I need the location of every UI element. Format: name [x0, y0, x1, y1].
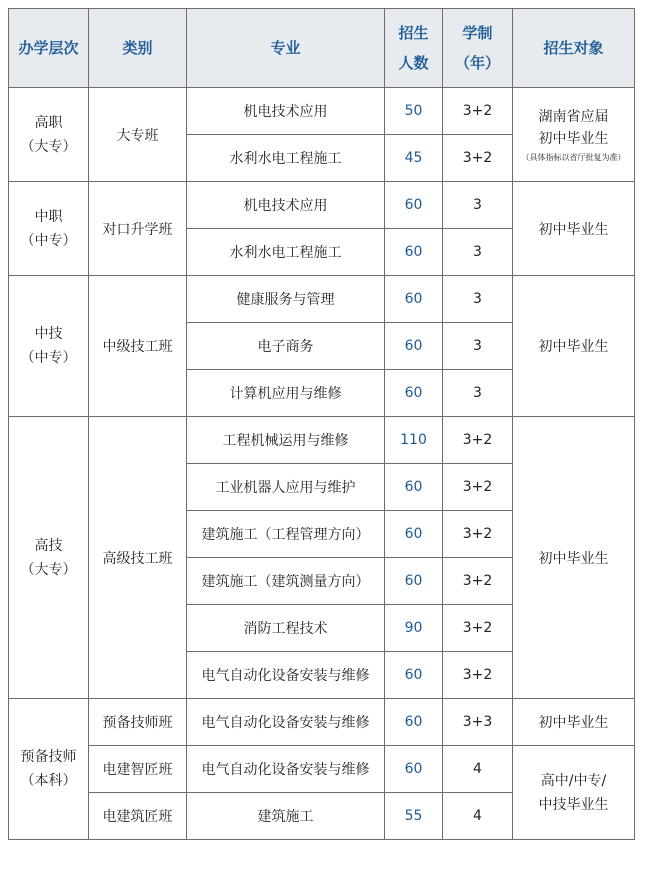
quota-cell: 60 [385, 182, 443, 229]
years-cell: 3+2 [443, 605, 513, 652]
years-cell: 3+2 [443, 464, 513, 511]
level-cell [9, 417, 89, 699]
major-cell: 水利水电工程施工 [187, 229, 385, 276]
quota-cell: 60 [385, 699, 443, 746]
quota-cell: 60 [385, 652, 443, 699]
major-cell: 机电技术应用 [187, 88, 385, 135]
quota-cell: 60 [385, 229, 443, 276]
target-cell [513, 88, 635, 182]
quota-cell: 60 [385, 276, 443, 323]
major-cell: 电气自动化设备安装与维修 [187, 699, 385, 746]
major-cell: 水利水电工程施工 [187, 135, 385, 182]
header-level: 办学层次 [9, 9, 89, 88]
table-row [9, 182, 635, 229]
target-note: （具体指标以省厅批复为准） [521, 152, 626, 162]
target-cell: 初中毕业生 [513, 417, 635, 699]
major-cell: 建筑施工 [187, 793, 385, 840]
years-cell: 4 [443, 793, 513, 840]
quota-cell: 110 [385, 417, 443, 464]
years-cell: 3 [443, 276, 513, 323]
major-cell: 工业机器人应用与维护 [187, 464, 385, 511]
level-note: （中专） [20, 350, 77, 366]
quota-cell: 60 [385, 370, 443, 417]
category-cell: 大专班 [89, 88, 187, 182]
header-major: 专业 [187, 9, 385, 88]
level-note: （本科） [20, 773, 77, 789]
major-cell: 计算机应用与维修 [187, 370, 385, 417]
level-name: 高职 [34, 114, 63, 131]
quota-cell: 55 [385, 793, 443, 840]
quota-cell: 60 [385, 464, 443, 511]
header-quota [385, 9, 443, 88]
years-cell: 3 [443, 229, 513, 276]
major-cell: 消防工程技术 [187, 605, 385, 652]
level-note: （大专） [20, 138, 77, 155]
level-name: 高技 [34, 537, 63, 554]
category-cell: 高级技工班 [89, 417, 187, 699]
level-name: 预备技师 [20, 749, 77, 765]
quota-cell: 60 [385, 558, 443, 605]
years-cell: 4 [443, 746, 513, 793]
quota-cell: 60 [385, 746, 443, 793]
enrollment-plan [8, 8, 635, 840]
target-line: 高中/中专/ [540, 772, 607, 789]
level-cell [9, 182, 89, 276]
header-quota-line1: 招生 [398, 24, 429, 42]
target-cell: 初中毕业生 [513, 182, 635, 276]
years-cell: 3+2 [443, 88, 513, 135]
header-target: 招生对象 [513, 9, 635, 88]
major-cell: 电子商务 [187, 323, 385, 370]
header-years [443, 9, 513, 88]
level-cell [9, 88, 89, 182]
level-cell [9, 699, 89, 840]
years-cell: 3+2 [443, 135, 513, 182]
major-cell: 机电技术应用 [187, 182, 385, 229]
major-cell: 电气自动化设备安装与维修 [187, 652, 385, 699]
header-row [9, 9, 635, 88]
level-name: 中技 [34, 326, 63, 342]
years-cell: 3 [443, 370, 513, 417]
quota-cell: 45 [385, 135, 443, 182]
header-years-line2: （年） [454, 54, 500, 72]
target-cell: 初中毕业生 [513, 699, 635, 746]
years-cell: 3+2 [443, 558, 513, 605]
years-cell: 3+2 [443, 417, 513, 464]
level-note: （中专） [20, 232, 77, 249]
target-cell [513, 746, 635, 840]
quota-cell: 60 [385, 323, 443, 370]
major-cell: 建筑施工（工程管理方向） [187, 511, 385, 558]
years-cell: 3+2 [443, 652, 513, 699]
quota-cell: 50 [385, 88, 443, 135]
target-line: 湖南省应届 [538, 108, 609, 125]
table-row [9, 88, 635, 135]
major-cell: 电气自动化设备安装与维修 [187, 746, 385, 793]
level-cell [9, 276, 89, 417]
years-cell: 3 [443, 323, 513, 370]
major-cell: 建筑施工（建筑测量方向） [187, 558, 385, 605]
major-cell: 健康服务与管理 [187, 276, 385, 323]
level-name: 中职 [34, 208, 63, 225]
category-cell: 对口升学班 [89, 182, 187, 276]
quota-cell: 60 [385, 511, 443, 558]
target-cell: 初中毕业生 [513, 276, 635, 417]
major-cell: 工程机械运用与维修 [187, 417, 385, 464]
enrollment-table [8, 8, 635, 840]
quota-cell: 90 [385, 605, 443, 652]
header-years-line1: 学制 [462, 24, 493, 42]
category-cell: 中级技工班 [89, 276, 187, 417]
target-line: 中技毕业生 [538, 796, 609, 813]
category-cell: 电建筑匠班 [89, 793, 187, 840]
table-row [9, 276, 635, 323]
header-quota-line2: 人数 [398, 54, 429, 72]
level-note: （大专） [20, 561, 77, 578]
years-cell: 3 [443, 182, 513, 229]
category-cell: 电建智匠班 [89, 746, 187, 793]
target-line: 初中毕业生 [538, 130, 609, 147]
years-cell: 3+3 [443, 699, 513, 746]
table-row [9, 746, 635, 793]
table-row [9, 417, 635, 464]
table-row [9, 699, 635, 746]
years-cell: 3+2 [443, 511, 513, 558]
category-cell: 预备技师班 [89, 699, 187, 746]
header-category: 类别 [89, 9, 187, 88]
